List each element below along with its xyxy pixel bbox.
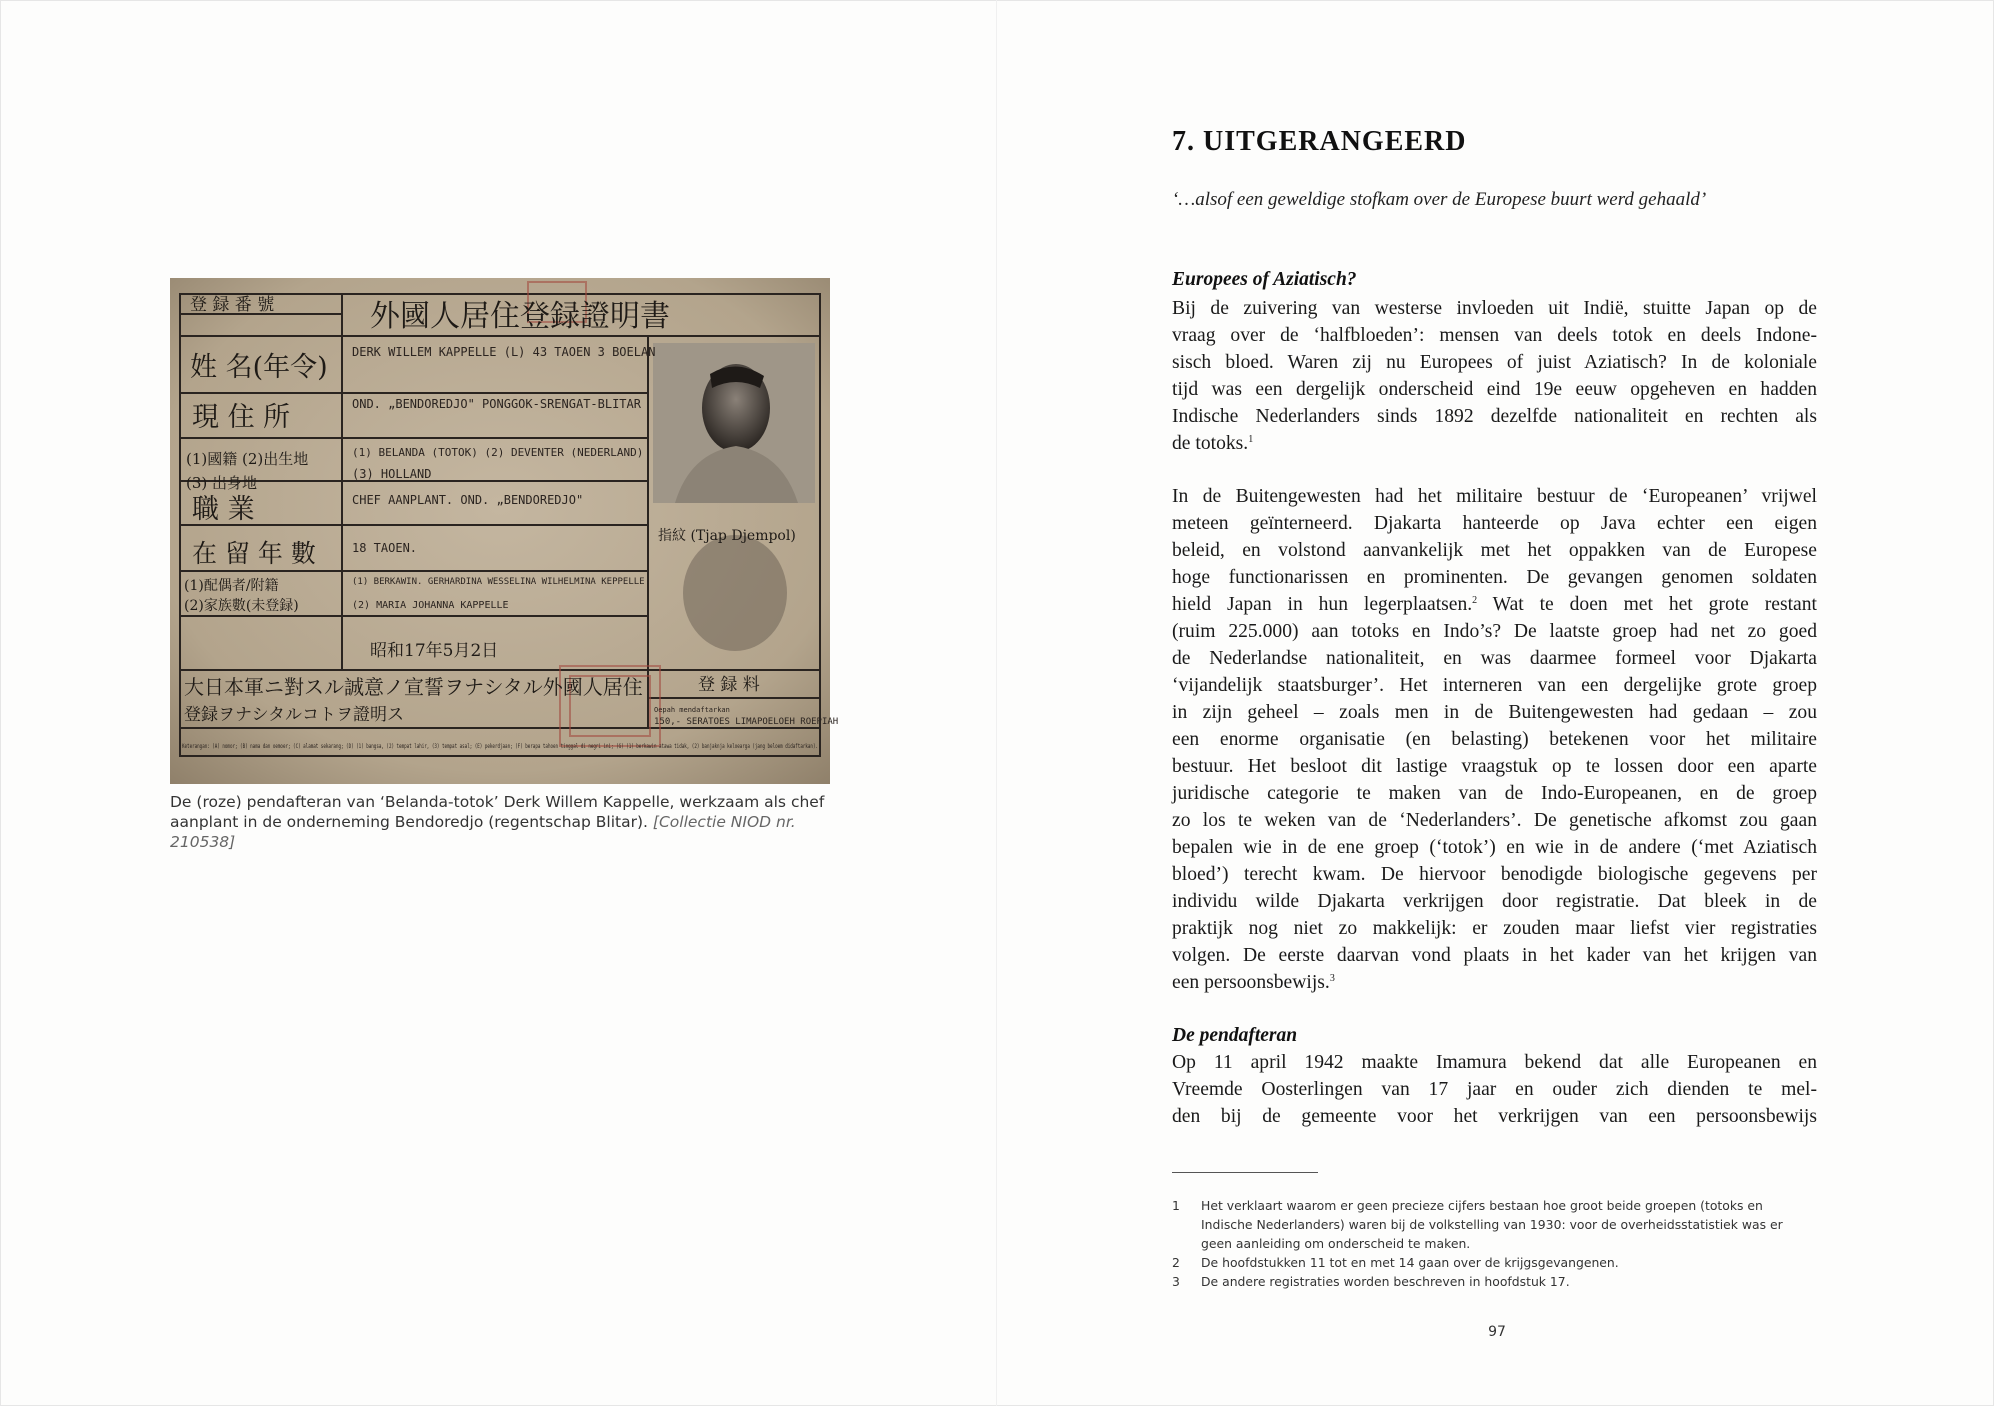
text-line: bepalen wie in de ene groep (‘totok’) en wie in de andere (‘met Aziatisch (1172, 837, 1817, 858)
card-label-registration-number: 登 録 番 號 (190, 295, 275, 315)
card-fee-note: Oepah mendaftarkan (654, 706, 730, 714)
registration-card-image (170, 278, 839, 784)
text-line: praktijk nog niet zo makkelijk: er zouden maar liefst vier registraties (1172, 918, 1817, 939)
text-fragment: een persoonsbewijs. (1172, 972, 1330, 993)
text-line: individu wilde Djakarta verkrijgen door registratie. Dat bleek in de (1172, 891, 1817, 912)
card-value-occupation: CHEF AANPLANT. OND. „BENDOREDJO" (352, 493, 584, 507)
paragraph-pendafteran (1172, 1049, 1817, 1130)
text-line: Op 11 april 1942 maakte Imamura bekend dat alle Europeanen en (1172, 1052, 1817, 1073)
text-line: beleid, en volstond aanvankelijk met het oppakken van de Europese (1172, 540, 1817, 561)
card-value-nationality: (1) BELANDA (TOTOK) (2) DEVENTER (NEDERLAND) (352, 446, 644, 459)
text-line (1172, 430, 1817, 457)
card-label-family: (2)家族數(未登録) (184, 598, 299, 614)
text-line: In de Buitengewesten had het militaire bestuur de ‘Europeanen’ vrijwel (1172, 486, 1817, 507)
text-fragment: hield Japan in hun legerplaatsen. (1172, 594, 1473, 615)
text-line: Bij de zuivering van westerse invloeden uit Indië, stuitte Japan op de (1172, 298, 1817, 319)
text-line: een enorme organisatie (en belasting) betekenen voor het militaire (1172, 729, 1817, 750)
card-date: 昭和17年5月2日 (370, 641, 499, 661)
card-value-name: DERK WILLEM KAPPELLE (L) 43 TAOEN 3 BOELAN (352, 345, 656, 359)
caption-credit: [Collectie NIOD nr. 210538] (170, 813, 796, 851)
text-line: bestuur. Het besloot dit lastige vraagstuk op te lossen door een aparte (1172, 756, 1817, 777)
footnote-ref-3[interactable]: 3 (1329, 973, 1335, 984)
card-statement-line2: 登録ヲナシタルコトヲ證明ス (184, 705, 404, 725)
footnote-2 (1172, 1253, 1812, 1272)
card-value-family: (2) MARIA JOHANNA KAPPELLE (352, 600, 509, 611)
card-fee-label: 登 録 料 (698, 675, 760, 695)
text-line: in zijn geheel – zoals men in de Buitengewesten had gedaan – zou (1172, 702, 1817, 723)
paragraph-europees (1172, 295, 1817, 457)
card-value-spouse: (1) BERKAWIN. GERHARDINA WESSELINA WILHELMINA KEPPELLE (352, 577, 645, 587)
footnote-text: De hoofdstukken 11 tot en met 14 gaan over de krijgsgevangenen. (1201, 1255, 1619, 1270)
text-line: hoge functionarissen en prominenten. De gevangen genomen soldaten (1172, 567, 1817, 588)
text-fragment: de totoks. (1172, 433, 1249, 454)
card-fingerprint-label: 指紋 (Tjap Djempol) (658, 528, 796, 544)
card-fee-value: 150,- SERATOES LIMAPOELOEH ROEPIAH (654, 717, 839, 727)
card-value-address: OND. „BENDOREDJO" PONGGOK-SRENGAT-BLITAR (352, 397, 641, 411)
chapter-epigraph: ‘…alsof een geweldige stofkam over de Europese buurt werd gehaald’ (1172, 189, 1707, 210)
section-heading-europees: Europees of Aziatisch? (1172, 269, 1357, 290)
footnote-ref-1[interactable]: 1 (1248, 434, 1254, 445)
paragraph-buitengewesten (1172, 483, 1817, 996)
footnote-text: Het verklaart waarom er geen precieze cijfers bestaan hoe groot beide groepen (totoks en Indische Nederlanders) waren bij de volkstelling van 1930: voor de overheidsstatistiek was er geen aanleiding om onderscheid te maken. (1201, 1198, 1783, 1251)
card-label-spouse: (1)配偶者/附籍 (184, 578, 279, 594)
text-line: juridische categorie te maken van de Indo-Europeanen, en de groep (1172, 783, 1817, 804)
text-line: vraag over de ‘halfbloeden’: mensen van deels totok en deels Indone- (1172, 325, 1817, 346)
card-title-kanji: 外國人居住登録證明書 (370, 299, 670, 334)
text-line: tijd was een dergelijk onderscheid eind 19e eeuw opgeheven en hadden (1172, 379, 1817, 400)
card-statement-line1: 大日本軍ニ對スル誠意ノ宣誓ヲナシタル外國人居住 (184, 675, 643, 699)
fingerprint (683, 535, 787, 651)
card-label-name: 姓 名(年令) (190, 352, 328, 383)
card-label-origin: (3) 出身地 (186, 474, 258, 492)
text-line: zo los te weken van de ‘Nederlanders’. De genetische afkomst zou gaan (1172, 810, 1817, 831)
text-line: sisch bloed. Waren zij nu Europees of juist Aziatisch? In de koloniale (1172, 352, 1817, 373)
card-value-origin: (3) HOLLAND (352, 467, 432, 481)
text-line: volgen. De eerste daarvan vond plaats in het kader van het krijgen van (1172, 945, 1817, 966)
text-line: Indische Nederlanders sinds 1892 dezelfde nationaliteit en rechten als (1172, 406, 1817, 427)
footnote-ref-2[interactable]: 2 (1472, 595, 1478, 606)
footnote-number: 2 (1172, 1255, 1180, 1270)
card-label-years: 在 留 年 數 (192, 539, 316, 568)
text-line (1172, 969, 1817, 996)
footnotes (1172, 1196, 1812, 1291)
text-line: bloed’) terecht kwam. De hiervoor benodigde biologische gegevens per (1172, 864, 1817, 885)
text-line: ‘vijandelijk staatsburger’. Het interneren van een dergelijke grote groep (1172, 675, 1817, 696)
card-label-nationality: (1)國籍 (2)出生地 (186, 450, 309, 468)
footnote-number: 1 (1172, 1198, 1180, 1213)
footnote-3 (1172, 1272, 1812, 1291)
portrait-photo (653, 343, 815, 503)
registration-card-photo (170, 278, 839, 784)
text-line (1172, 591, 1817, 618)
text-line: den bij de gemeente voor het verkrijgen van een persoonsbewijs (1172, 1106, 1817, 1127)
text-line: Vreemde Oosterlingen van 17 jaar en ouder zich dienden te mel- (1172, 1079, 1817, 1100)
book-gutter (996, 0, 997, 1406)
footnote-divider (1172, 1172, 1318, 1173)
footnote-1 (1172, 1196, 1812, 1253)
card-label-address: 現 住 所 (192, 402, 291, 433)
card-keterangan: Keterangan: (A) nomor; (B) nama dan oemoer; (C) alamat sekarang; (D) (1) bangsa, (2) tempat lahir, (3) tempat asal; (E) pekerdjaan; (F) berapa tahoen tinggal di negri ini; (G) (1) berkawin atawa tidak, (2) banjaknja keloearga (jang beloem didaftarkan). (182, 743, 818, 750)
text-line: (ruim 225.000) aan totoks en Indo’s? De laatste groep had net zo goed (1172, 621, 1817, 642)
card-label-occupation: 職 業 (192, 494, 255, 525)
text-line: de Nederlandse nationaliteit, en was daarmee formeel voor Djakarta (1172, 648, 1817, 669)
text-line: meteen geïnterneerd. Djakarta hanteerde op Java echter een eigen (1172, 513, 1817, 534)
card-value-years: 18 TAOEN. (352, 541, 418, 555)
page-number: 97 (1488, 1324, 1506, 1340)
footnote-number: 3 (1172, 1274, 1180, 1289)
text-fragment: Wat te doen met het grote restant (1477, 594, 1817, 615)
chapter-title: 7. UITGERANGEERD (1172, 126, 1467, 157)
footnote-text: De andere registraties worden beschreven in hoofdstuk 17. (1201, 1274, 1570, 1289)
photo-caption (170, 792, 840, 852)
section-heading-pendafteran: De pendafteran (1172, 1025, 1298, 1046)
caption-text: De (roze) pendafteran van ‘Belanda-totok’ Derk Willem Kappelle, werkzaam als chef aanplant in de onderneming Bendoredjo (regentschap Blitar). (170, 793, 825, 831)
